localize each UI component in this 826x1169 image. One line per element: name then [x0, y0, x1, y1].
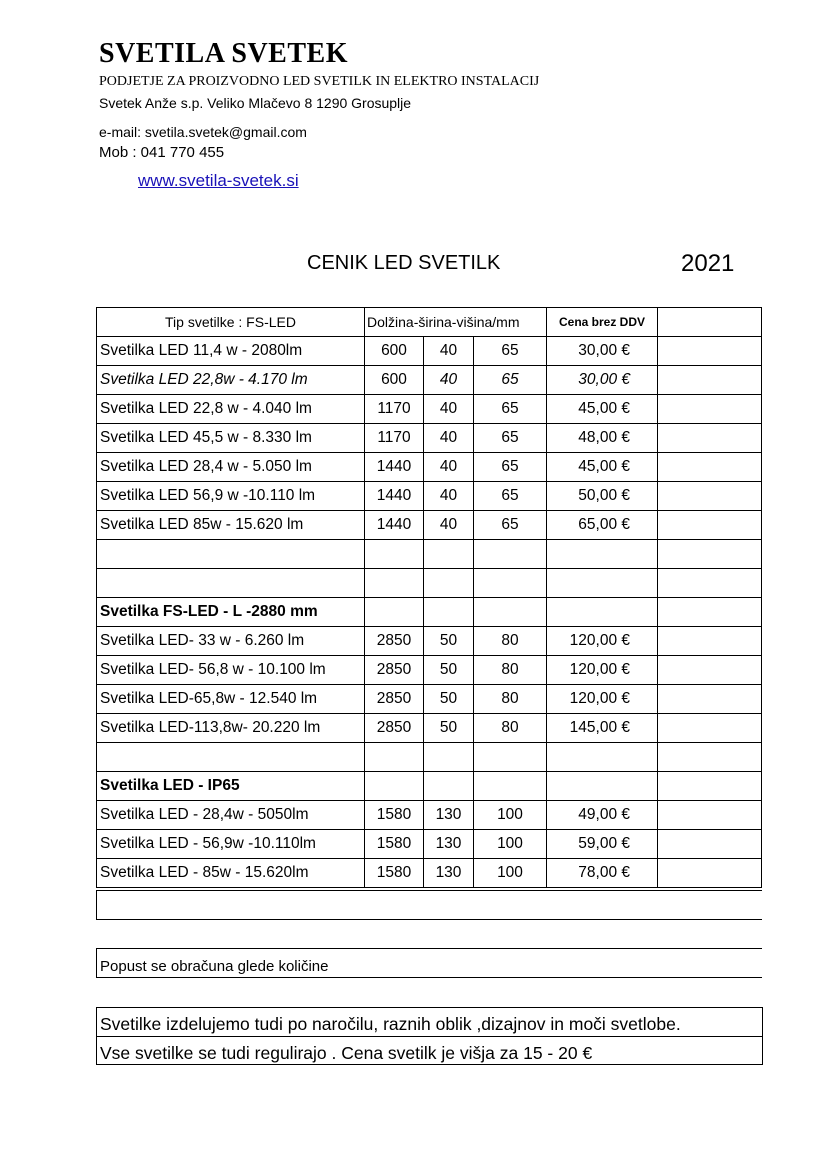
- header-type: Tip svetilke : FS-LED: [97, 308, 365, 337]
- price-cell: 49,00 €: [547, 801, 658, 830]
- length-cell: 1440: [365, 482, 424, 511]
- company-subtitle: PODJETJE ZA PROIZVODNO LED SVETILK IN ELEKTRO INSTALACIJ: [99, 74, 540, 89]
- product-name: Svetilka LED 45,5 w - 8.330 lm: [97, 424, 365, 453]
- height-cell: 65: [474, 482, 547, 511]
- height-cell: 65: [474, 453, 547, 482]
- table-row: [97, 482, 762, 511]
- price-cell: 30,00 €: [547, 366, 658, 395]
- price-cell: 120,00 €: [547, 656, 658, 685]
- price-table: [96, 307, 762, 888]
- table-row: [97, 859, 762, 888]
- price-cell: 45,00 €: [547, 395, 658, 424]
- length-cell: 1170: [365, 424, 424, 453]
- width-cell: 50: [424, 685, 474, 714]
- empty-cell: [658, 830, 762, 859]
- custom-order-box: [96, 1007, 763, 1065]
- height-cell: 100: [474, 801, 547, 830]
- empty-row: [97, 540, 762, 569]
- regulation-note: Vse svetilke se tudi regulirajo . Cena svetilk je višja za 15 - 20 €: [100, 1043, 593, 1063]
- length-cell: 2850: [365, 627, 424, 656]
- empty-cell: [658, 366, 762, 395]
- product-name: Svetilka LED- 33 w - 6.260 lm: [97, 627, 365, 656]
- height-cell: 100: [474, 830, 547, 859]
- empty-row: [97, 743, 762, 772]
- product-name: Svetilka LED-113,8w- 20.220 lm: [97, 714, 365, 743]
- price-cell: 48,00 €: [547, 424, 658, 453]
- length-cell: 1440: [365, 511, 424, 540]
- length-cell: 1580: [365, 859, 424, 888]
- product-name: Svetilka LED - 28,4w - 5050lm: [97, 801, 365, 830]
- length-cell: 1580: [365, 830, 424, 859]
- empty-cell: [658, 859, 762, 888]
- table-row: [97, 685, 762, 714]
- price-cell: 45,00 €: [547, 453, 658, 482]
- height-cell: 100: [474, 859, 547, 888]
- price-cell: 145,00 €: [547, 714, 658, 743]
- product-name: Svetilka LED- 56,8 w - 10.100 lm: [97, 656, 365, 685]
- length-cell: 600: [365, 366, 424, 395]
- discount-note-box: [96, 948, 762, 978]
- width-cell: 40: [424, 453, 474, 482]
- length-cell: 2850: [365, 656, 424, 685]
- width-cell: 130: [424, 830, 474, 859]
- width-cell: 50: [424, 714, 474, 743]
- price-cell: 120,00 €: [547, 627, 658, 656]
- table-header-row: [97, 308, 762, 337]
- length-cell: 600: [365, 337, 424, 366]
- table-row: [97, 801, 762, 830]
- custom-order-note: Svetilke izdelujemo tudi po naročilu, raznih oblik ,dizajnov in moči svetlobe.: [100, 1014, 681, 1034]
- header-price: Cena brez DDV: [547, 308, 658, 337]
- width-cell: 40: [424, 511, 474, 540]
- product-name: Svetilka LED - 85w - 15.620lm: [97, 859, 365, 888]
- product-name: Svetilka LED 22,8w - 4.170 lm: [97, 366, 365, 395]
- width-cell: 40: [424, 337, 474, 366]
- empty-cell: [658, 453, 762, 482]
- discount-note: Popust se obračuna glede količine: [100, 958, 329, 975]
- width-cell: 40: [424, 482, 474, 511]
- section-row-ip: [97, 772, 762, 801]
- empty-cell: [658, 395, 762, 424]
- length-cell: 1580: [365, 801, 424, 830]
- company-email: e-mail: svetila.svetek@gmail.com: [99, 124, 307, 140]
- empty-cell: [658, 308, 762, 337]
- table-row: [97, 366, 762, 395]
- height-cell: 80: [474, 627, 547, 656]
- height-cell: 65: [474, 366, 547, 395]
- width-cell: 40: [424, 395, 474, 424]
- company-address: Svetek Anže s.p. Veliko Mlačevo 8 1290 Grosuplje: [99, 95, 412, 111]
- product-name: Svetilka LED - 56,9w -10.110lm: [97, 830, 365, 859]
- header-dimensions: Dolžina-širina-višina/mm: [365, 308, 547, 337]
- table-row: [97, 453, 762, 482]
- price-list-year: 2021: [681, 250, 735, 277]
- product-name: Svetilka LED 11,4 w - 2080lm: [97, 337, 365, 366]
- price-cell: 59,00 €: [547, 830, 658, 859]
- length-cell: 2850: [365, 714, 424, 743]
- price-cell: 78,00 €: [547, 859, 658, 888]
- table-row: [97, 424, 762, 453]
- height-cell: 65: [474, 395, 547, 424]
- company-phone: Mob : 041 770 455: [99, 144, 225, 161]
- empty-cell: [658, 714, 762, 743]
- table-row: [97, 656, 762, 685]
- height-cell: 65: [474, 511, 547, 540]
- price-cell: 120,00 €: [547, 685, 658, 714]
- empty-cell: [658, 424, 762, 453]
- width-cell: 50: [424, 656, 474, 685]
- company-title: SVETILA SVETEK: [99, 38, 348, 69]
- website-link[interactable]: www.svetila-svetek.si: [138, 171, 299, 190]
- table-row: [97, 511, 762, 540]
- price-cell: 30,00 €: [547, 337, 658, 366]
- empty-cell: [658, 511, 762, 540]
- height-cell: 80: [474, 714, 547, 743]
- height-cell: 80: [474, 685, 547, 714]
- empty-cell: [658, 656, 762, 685]
- product-name: Svetilka LED 56,9 w -10.110 lm: [97, 482, 365, 511]
- empty-row: [97, 569, 762, 598]
- width-cell: 130: [424, 859, 474, 888]
- width-cell: 50: [424, 627, 474, 656]
- width-cell: 130: [424, 801, 474, 830]
- product-name: Svetilka LED 85w - 15.620 lm: [97, 511, 365, 540]
- table-row: [97, 395, 762, 424]
- length-cell: 2850: [365, 685, 424, 714]
- section-title-ip: Svetilka LED - IP65: [97, 772, 365, 801]
- section-title-fs: Svetilka FS-LED - L -2880 mm: [97, 598, 365, 627]
- length-cell: 1170: [365, 395, 424, 424]
- width-cell: 40: [424, 366, 474, 395]
- length-cell: 1440: [365, 453, 424, 482]
- empty-cell: [658, 482, 762, 511]
- height-cell: 80: [474, 656, 547, 685]
- empty-cell: [658, 685, 762, 714]
- empty-cell: [658, 627, 762, 656]
- product-name: Svetilka LED 28,4 w - 5.050 lm: [97, 453, 365, 482]
- product-name: Svetilka LED-65,8w - 12.540 lm: [97, 685, 365, 714]
- blank-box: [96, 890, 762, 920]
- price-cell: 50,00 €: [547, 482, 658, 511]
- price-list-title: CENIK LED SVETILK: [307, 252, 501, 274]
- table-row: [97, 830, 762, 859]
- width-cell: 40: [424, 424, 474, 453]
- price-cell: 65,00 €: [547, 511, 658, 540]
- empty-cell: [658, 337, 762, 366]
- height-cell: 65: [474, 424, 547, 453]
- product-name: Svetilka LED 22,8 w - 4.040 lm: [97, 395, 365, 424]
- table-row: [97, 337, 762, 366]
- table-row: [97, 627, 762, 656]
- height-cell: 65: [474, 337, 547, 366]
- empty-cell: [658, 801, 762, 830]
- table-row: [97, 714, 762, 743]
- divider: [97, 1036, 762, 1037]
- section-row-fs: [97, 598, 762, 627]
